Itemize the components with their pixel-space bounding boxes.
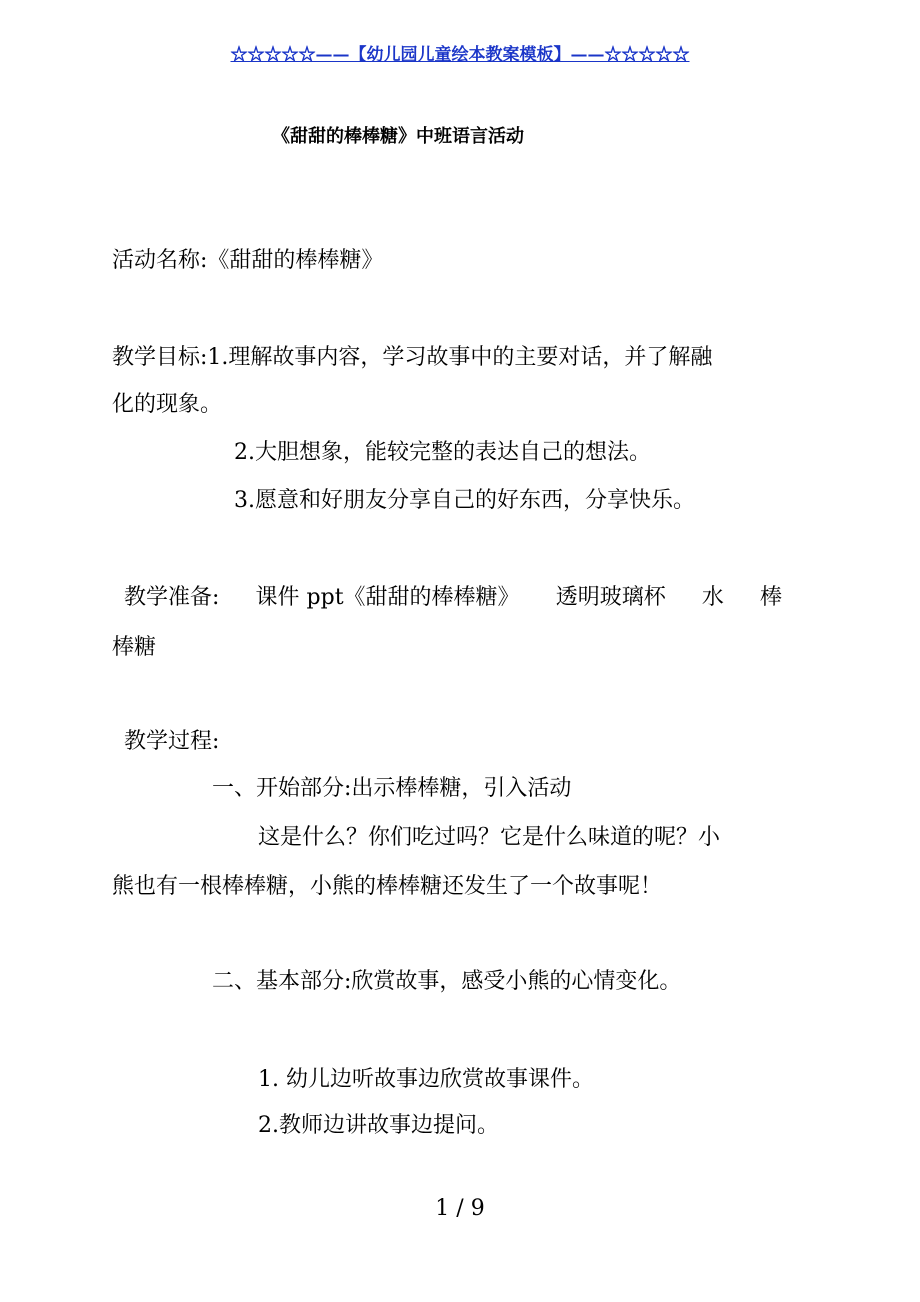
prep-line-cont: 棒糖: [112, 635, 157, 660]
prep-item-lollipop: 棒: [759, 585, 782, 610]
document-title: 《甜甜的棒棒糖》中班语言活动: [272, 126, 524, 147]
prep-label: 教学准备:: [124, 585, 220, 610]
part2-heading: 二、基本部分:欣赏故事，感受小熊的心情变化。: [212, 969, 682, 994]
prep-item-water: 水: [701, 585, 724, 610]
prep-line: [112, 580, 782, 611]
goals-item-3: 3.愿意和好朋友分享自己的好东西，分享快乐。: [234, 488, 695, 513]
process-label: 教学过程:: [124, 729, 220, 754]
part2-item-2: 2.教师边讲故事边提问。: [258, 1113, 499, 1138]
activity-name: 活动名称:《甜甜的棒棒糖》: [112, 248, 384, 273]
goals-line-1-cont: 化的现象。: [112, 392, 223, 417]
prep-item-courseware: 课件 ppt《甜甜的棒棒糖》: [255, 585, 520, 610]
part1-text-1: 这是什么？你们吃过吗？它是什么味道的呢？小: [258, 825, 721, 850]
page-number: 1 / 9: [435, 1196, 485, 1221]
part2-item-1: 1. 幼儿边听故事边欣赏故事课件。: [258, 1067, 594, 1092]
prep-item-glass: 透明玻璃杯: [555, 585, 666, 610]
goals-item-2: 2.大胆想象，能较完整的表达自己的想法。: [234, 440, 651, 465]
goals-line-1: 教学目标:1.理解故事内容，学习故事中的主要对话，并了解融: [112, 345, 713, 370]
part1-heading: 一、开始部分:出示棒棒糖，引入活动: [212, 776, 572, 801]
part1-text-2: 熊也有一根棒棒糖，小熊的棒棒糖还发生了一个故事呢！: [112, 874, 663, 899]
header-banner: ☆☆☆☆☆——【幼儿园儿童绘本教案模板】——☆☆☆☆☆: [230, 45, 690, 65]
